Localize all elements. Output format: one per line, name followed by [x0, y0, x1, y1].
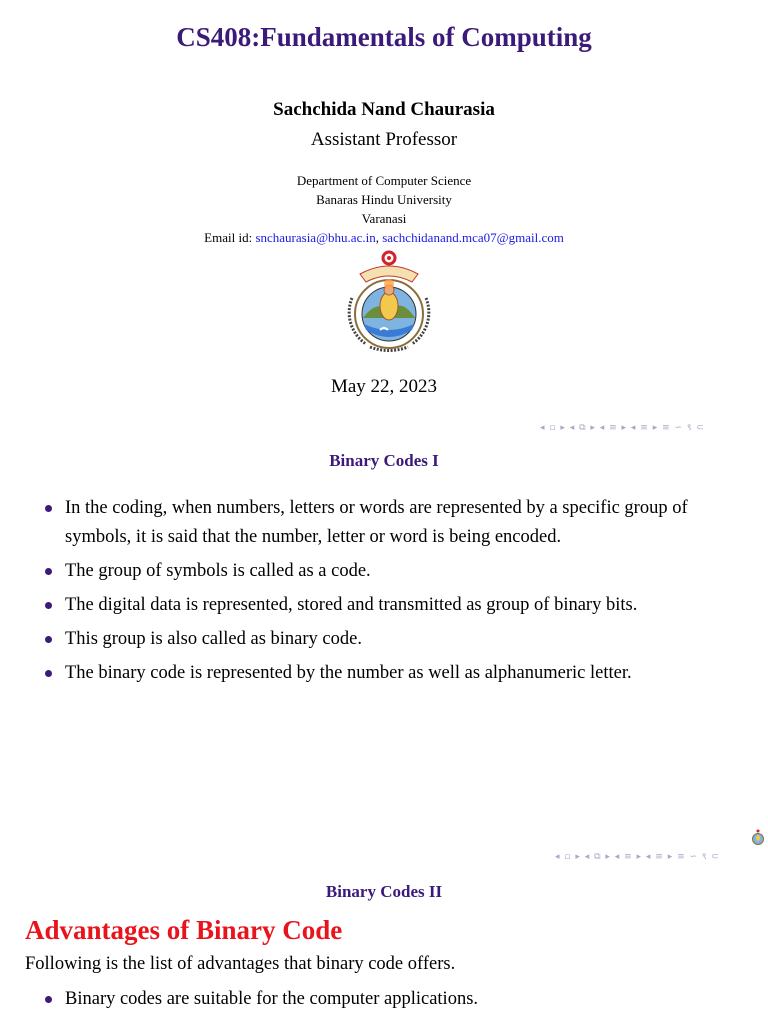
presentation-date: May 22, 2023 [330, 376, 438, 397]
list-item-text: Binary codes are suitable for the computer applications. [65, 989, 479, 1009]
advantages-heading: Advantages of Binary Code [25, 915, 343, 945]
list-item [25, 625, 755, 654]
list-item-text: The digital data is represented, stored and transmitted as group of binary bits. [65, 595, 638, 615]
bullet-dot-icon [45, 996, 52, 1003]
list-item [25, 659, 755, 688]
city: Varanasi [361, 211, 407, 226]
advantages-intro: Following is the list of advantages that binary code offers. [25, 954, 456, 974]
bullet-dot-icon [45, 670, 52, 677]
email-link-bhu[interactable]: snchaurasia@bhu.ac.in [255, 230, 376, 245]
frame1-bullet-list [25, 494, 755, 693]
list-item [25, 591, 755, 620]
list-item-text: The group of symbols is called as a code. [65, 561, 371, 581]
list-item-text: The binary code is represented by the number as well as alphanumeric letter. [65, 663, 632, 683]
bullet-dot-icon [45, 602, 52, 609]
email-label: Email id: [204, 230, 256, 245]
frame-title-binary-codes-2: Binary Codes II [325, 882, 443, 901]
department: Department of Computer Science [296, 173, 472, 188]
list-item-text: In the coding, when numbers, letters or words are represented by a specific group of symbols, it is said that the number, letter or word is being encoded. [65, 498, 688, 547]
author-name: Sachchida Nand Chaurasia [273, 99, 495, 120]
list-item [25, 557, 755, 586]
email-separator: , [375, 230, 383, 245]
bullet-dot-icon [45, 505, 52, 512]
beamer-navigation-bar-2[interactable]: ◂ ▫ ▸ ◂ ⧉ ▸ ◂ ≡ ▸ ◂ ≡ ▸ ≡ ∽ ९ ⊂ [555, 852, 720, 862]
frame2-bullet-list [25, 985, 755, 1019]
email-link-gmail[interactable]: sachchidanand.mca07@gmail.com [382, 230, 564, 245]
frame-title-binary-codes-1: Binary Codes I [329, 451, 439, 470]
author-role: Assistant Professor [310, 129, 458, 150]
bullet-dot-icon [45, 636, 52, 643]
university: Banaras Hindu University [316, 192, 452, 207]
list-item [25, 985, 755, 1014]
list-item-text: This group is also called as binary code. [65, 629, 362, 649]
email-line [0, 230, 768, 246]
list-item [25, 494, 755, 552]
bullet-dot-icon [45, 568, 52, 575]
university-seal-icon [346, 248, 432, 352]
mini-seal-icon [751, 829, 765, 845]
presentation-title: CS408:Fundamentals of Computing [176, 22, 592, 52]
beamer-navigation-bar[interactable]: ◂ ▫ ▸ ◂ ⧉ ▸ ◂ ≡ ▸ ◂ ≡ ▸ ≡ ∽ ९ ⊂ [540, 423, 705, 433]
